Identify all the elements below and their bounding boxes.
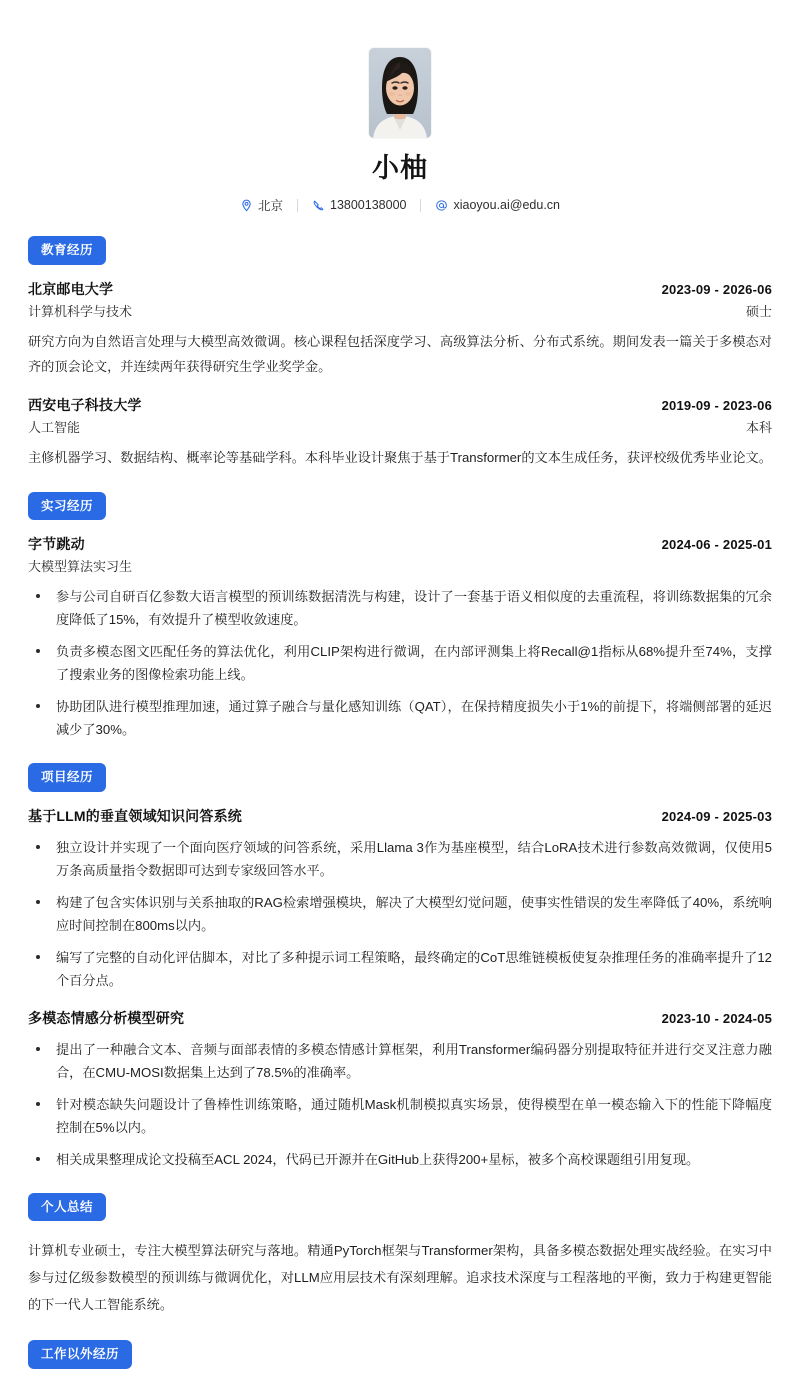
list-item: 相关成果整理成论文投稿至ACL 2024，代码已开源并在GitHub上获得200+星标，被多个高校课题组引用复现。 [28, 1148, 772, 1171]
list-item: 编写了完整的自动化评估脚本，对比了多种提示词工程策略，最终确定的CoT思维链模板使复杂推理任务的准确率提升了12个百分点。 [28, 946, 772, 992]
degree: 硕士 [745, 303, 772, 319]
section-body-internship [28, 534, 772, 741]
phone-icon [312, 199, 325, 212]
section-summary [28, 1193, 772, 1319]
education-description: 主修机器学习、数据结构、概率论等基础学科。本科毕业设计聚焦于基于Transformer的文本生成任务，获评校级优秀毕业论文。 [28, 449, 772, 465]
list-item: 提出了一种融合文本、音频与面部表情的多模态情感计算框架，利用Transformer编码器分别提取特征并进行交叉注意力融合，在CMU-MOSI数据集上达到了78.5%的准确率。 [28, 1038, 772, 1084]
entry-subheader [28, 299, 772, 320]
list-item: 独立设计并实现了一个面向医疗领域的问答系统，采用Llama 3作为基座模型，结合LoRA技术进行参数高效微调，仅使用5万条高质量指令数据即可达到专家级回答水平。 [28, 836, 772, 882]
email-at-icon [435, 199, 448, 212]
school-name: 北京邮电大学 [28, 280, 114, 297]
section-badge-summary: 个人总结 [28, 1193, 106, 1222]
contact-email [421, 198, 574, 212]
contact-bar [28, 196, 772, 214]
section-badge-education: 教育经历 [28, 236, 106, 265]
project-entry [28, 1008, 772, 1171]
contact-location-value: 北京 [257, 199, 283, 214]
entry-subheader [28, 415, 772, 436]
section-education [28, 236, 772, 470]
entry-date: 2024-06 - 2025-01 [661, 537, 772, 553]
contact-location [226, 196, 297, 214]
education-entry [28, 279, 772, 379]
location-pin-icon [240, 199, 253, 212]
list-item: 构建了包含实体识别与关系抽取的RAG检索增强模块，解决了大模型幻觉问题，使事实性错误的发生率降低了40%，系统响应时间控制在800ms以内。 [28, 891, 772, 937]
page-title: 小柚 [372, 153, 428, 183]
entry-date: 2019-09 - 2023-06 [661, 397, 772, 413]
section-extracurricular [28, 1340, 772, 1393]
list-item: 针对模态缺失问题设计了鲁棒性训练策略，通过随机Mask机制模拟真实场景，使得模型在单一模态输入下的性能下降幅度控制在5%以内。 [28, 1093, 772, 1139]
project-bullets [28, 836, 772, 992]
entry-header [28, 279, 772, 299]
entry-header [28, 1008, 772, 1028]
education-description: 研究方向为自然语言处理与大模型高效微调。核心课程包括深度学习、高级算法分析、分布式系统。期间发表一篇关于多模态对齐的顶会论文，并连续两年获得研究生学业奖学金。 [28, 333, 772, 374]
section-projects [28, 763, 772, 1171]
major: 人工智能 [28, 419, 81, 435]
internship-bullets [28, 585, 772, 741]
contact-phone-value: 13800138000 [330, 198, 407, 213]
project-entry [28, 806, 772, 992]
list-item: 负责多模态图文匹配任务的算法优化，利用CLIP架构进行微调，在内部评测集上将Recall@1指标从68%提升至74%，支撑了搜索业务的图像检索功能上线。 [28, 640, 772, 686]
contact-email-value: xiaoyou.ai@edu.cn [453, 198, 560, 213]
degree: 本科 [745, 419, 772, 435]
section-badge-internship: 实习经历 [28, 492, 106, 521]
entry-date: 2023-10 - 2024-05 [661, 1010, 772, 1026]
section-badge-projects: 项目经历 [28, 763, 106, 792]
contact-phone [298, 198, 420, 212]
list-item: 协助团队进行模型推理加速，通过算子融合与量化感知训练（QAT），在保持精度损失小于1%的前提下，将端侧部署的延迟减少了30%。 [28, 695, 772, 741]
entry-date: 2024-09 - 2025-03 [661, 808, 772, 824]
section-badge-extracurricular: 工作以外经历 [28, 1340, 132, 1369]
section-body-education [28, 279, 772, 470]
entry-date: 2023-09 - 2026-06 [661, 281, 772, 297]
avatar [369, 48, 431, 138]
entry-header [28, 806, 772, 826]
major: 计算机科学与技术 [28, 303, 133, 319]
internship-entry [28, 534, 772, 741]
list-item: 参与公司自研百亿参数大语言模型的预训练数据清洗与构建，设计了一套基于语义相似度的去重流程，将训练数据集的冗余度降低了15%，有效提升了模型收敛速度。 [28, 585, 772, 631]
project-bullets [28, 1038, 772, 1171]
entry-header [28, 534, 772, 554]
section-body-projects [28, 806, 772, 1171]
entry-header [28, 395, 772, 415]
project-name: 基于LLM的垂直领域知识问答系统 [28, 807, 242, 824]
company-name: 字节跳动 [28, 536, 85, 553]
resume-header [28, 0, 772, 214]
section-internship [28, 492, 772, 742]
school-name: 西安电子科技大学 [28, 396, 142, 413]
job-title: 大模型算法实习生 [28, 559, 133, 575]
project-name: 多模态情感分析模型研究 [28, 1009, 185, 1026]
education-entry [28, 395, 772, 470]
extracurricular-truncated-text [28, 1383, 772, 1393]
summary-text: 计算机专业硕士，专注大模型算法研究与落地。精通PyTorch框架与Transformer架构，具备多模态数据处理实战经验。在实习中参与过亿级参数模型的预训练与微调优化，对LLM应用层技术有深刻理解。追求技术深度与工程落地的平衡，致力于构建更智能的下一代人工智能系统。 [28, 1243, 772, 1313]
